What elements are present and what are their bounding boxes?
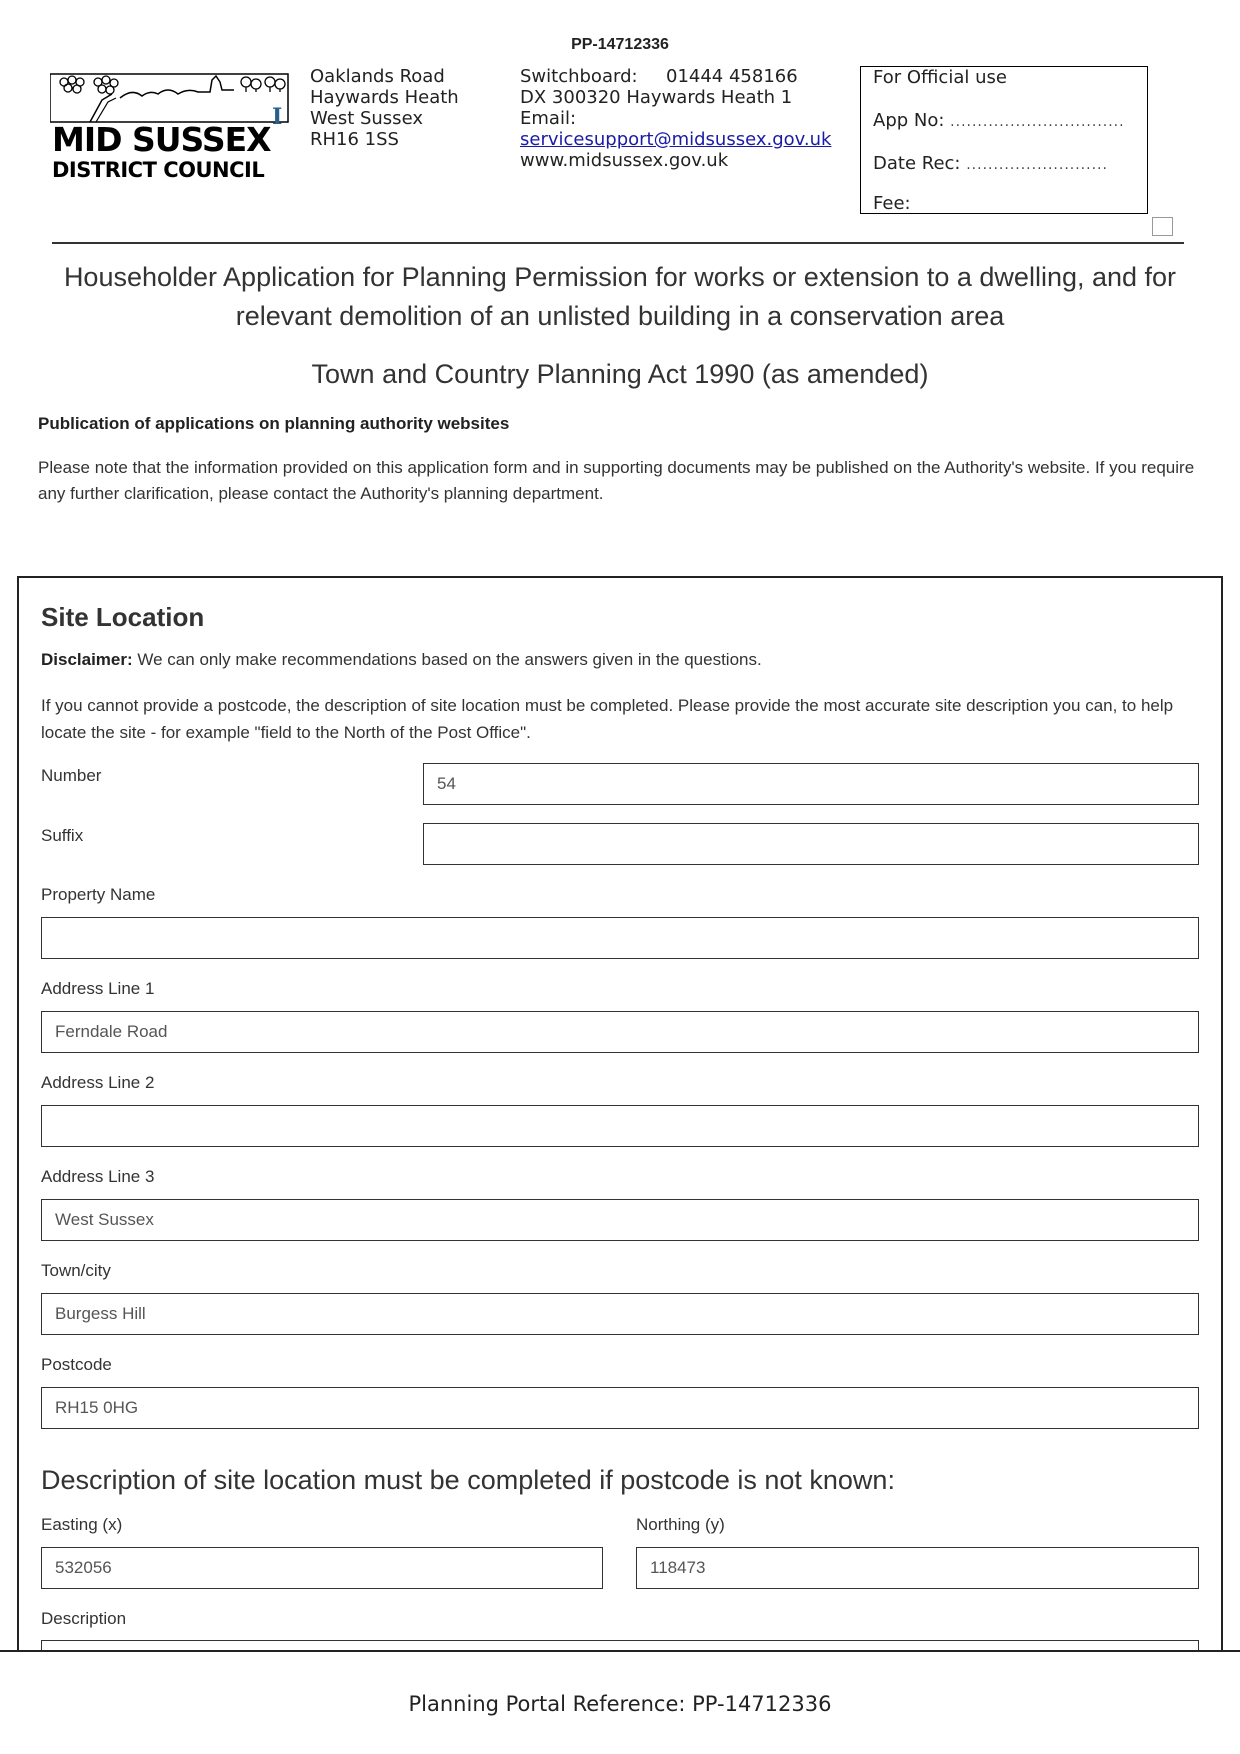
website-text: www.midsussex.gov.uk: [520, 150, 729, 171]
address-line-1-label: Address Line 1: [41, 979, 155, 998]
town-skyline-icon: [50, 72, 292, 124]
app-no-label: App No:: [873, 110, 945, 131]
publication-text: Please note that the information provided on this application form and in supporting documents may be published on the Authority's website. If you require any further clarification, please contact the Authority's planning department.: [38, 458, 1195, 503]
footer-reference: Planning Portal Reference: PP-14712336: [408, 1692, 832, 1716]
date-rec-label: Date Rec:: [873, 153, 961, 174]
official-use-title: For Official use: [873, 67, 1007, 88]
property-name-label: Property Name: [41, 885, 156, 904]
disclaimer-text: We can only make recommendations based on the answers given in the questions.: [132, 650, 762, 669]
easting-label: Easting (x): [41, 1515, 123, 1534]
form-title-line-1: Householder Application for Planning Permission for works or extension to a dwelling, and for: [63, 262, 1177, 292]
postcode-info: If you cannot provide a postcode, the description of site location must be completed. Please provide the most accurate site description you can, to help locate the site - for example "field to the North of the Post Office".: [41, 696, 1174, 742]
official-use-box: [860, 66, 1148, 214]
property-name-field[interactable]: [41, 917, 1199, 959]
town-label: Town/city: [41, 1261, 111, 1280]
switchboard-number: 01444 458166: [666, 66, 798, 87]
easting-field[interactable]: 532056: [41, 1547, 603, 1589]
date-rec-dots: ..........................: [966, 157, 1108, 173]
northing-label: Northing (y): [636, 1515, 725, 1534]
address-line-2-field[interactable]: [41, 1105, 1199, 1147]
address-line-3-label: Address Line 3: [41, 1167, 155, 1186]
app-no-dots: ................................: [950, 114, 1125, 130]
header-divider: [52, 242, 1184, 244]
suffix-field[interactable]: [423, 823, 1199, 865]
app-no-row: [873, 110, 1125, 131]
reference-number-top: PP-14712336: [571, 36, 669, 53]
text-cursor-icon: I: [272, 104, 283, 130]
council-address: [310, 66, 459, 150]
logo-name: MID SUSSEX: [52, 120, 271, 159]
postcode-field[interactable]: RH15 0HG: [41, 1387, 1199, 1429]
address-line-3-field[interactable]: West Sussex: [41, 1199, 1199, 1241]
number-label: Number: [41, 766, 102, 785]
address-line-2: Haywards Heath: [310, 87, 459, 108]
act-title: Town and Country Planning Act 1990 (as amended): [311, 359, 929, 389]
address-postcode: RH16 1SS: [310, 129, 399, 150]
dx-address: DX 300320 Haywards Heath 1: [520, 87, 793, 108]
publication-heading: Publication of applications on planning authority websites: [38, 414, 510, 433]
form-title-line-2: relevant demolition of an unlisted building in a conservation area: [235, 301, 1005, 331]
northing-field[interactable]: 118473: [636, 1547, 1199, 1589]
section-title: Site Location: [41, 602, 205, 632]
disclaimer-label: Disclaimer:: [41, 650, 133, 669]
form-title: [40, 258, 1200, 336]
address-line-2-label: Address Line 2: [41, 1073, 155, 1092]
switchboard-label: Switchboard:: [520, 66, 638, 87]
description-field[interactable]: [41, 1640, 1199, 1650]
number-field[interactable]: 54: [423, 763, 1199, 805]
address-line-1-field[interactable]: Ferndale Road: [41, 1011, 1199, 1053]
disclaimer: [41, 650, 762, 670]
suffix-label: Suffix: [41, 826, 84, 845]
checkbox[interactable]: [1152, 217, 1173, 236]
council-logo: [50, 72, 292, 190]
email-label: Email:: [520, 108, 577, 129]
email-link[interactable]: servicesupport@midsussex.gov.uk: [520, 129, 832, 150]
council-contact: [520, 66, 831, 171]
address-line-1: Oaklands Road: [310, 66, 445, 87]
logo-subname: DISTRICT COUNCIL: [52, 158, 265, 182]
postcode-label: Postcode: [41, 1355, 112, 1374]
fee-label: Fee:: [873, 193, 911, 214]
town-field[interactable]: Burgess Hill: [41, 1293, 1199, 1335]
description-label: Description: [41, 1609, 127, 1628]
description-heading: Description of site location must be completed if postcode is not known:: [41, 1465, 895, 1495]
date-rec-row: [873, 153, 1108, 174]
address-line-3: West Sussex: [310, 108, 423, 129]
